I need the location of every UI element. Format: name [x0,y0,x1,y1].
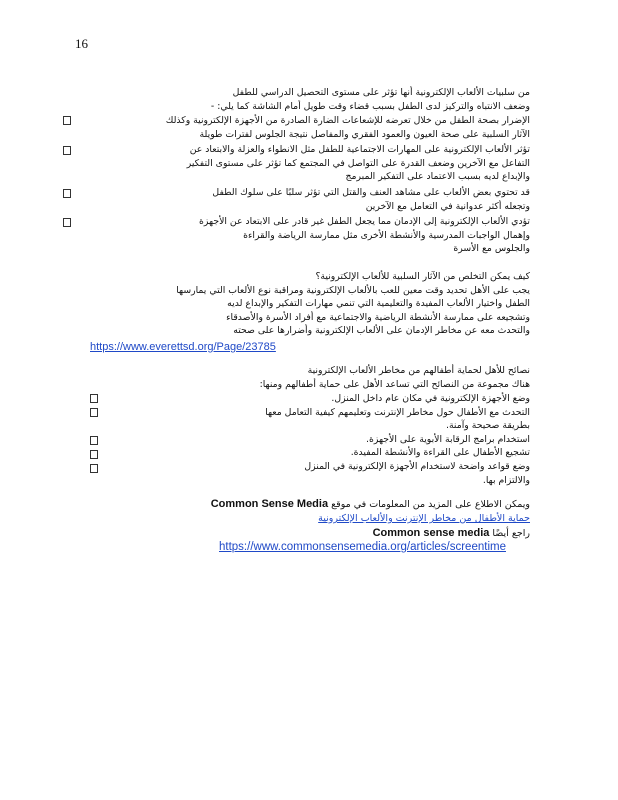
paragraph-line: هناك مجموعة من النصائح التي تساعد الأهل على حماية أطفالهم ومنها: [259,378,530,390]
reference-line [80,512,530,526]
list-item-line: التفاعل مع الآخرين وضعف القدرة على التواصل في المجتمع كما تؤثر على مستوى التفكير [186,157,530,169]
bullet-marker [90,436,98,445]
bullet-marker [90,408,98,417]
list-item-line: التحدث مع الأطفال حول مخاطر الإنترنت وتعليمهم كيفية التعامل معها [265,406,530,418]
list-item-line: والجلوس مع الأسرة [453,243,530,255]
reference-text: راجع أيضًا [492,528,530,539]
list-item-line: والإبداع لديه بسبب الاعتماد على التفكير المبرمج [345,171,530,183]
list-item [50,114,530,143]
paragraph-line: والتحدث معه عن مخاطر الإدمان على الألعاب الإلكترونية وأضرارها على صحته [233,325,530,337]
list-item [80,446,530,460]
intro-line: وضعف الانتباه والتركيز لدى الطفل بسبب قضاء وقت طويل أمام الشاشة كما يلي: - [210,100,530,112]
bullet-marker [63,218,71,227]
common-sense-media-label: Common Sense Media [210,498,329,510]
references-block [80,497,530,541]
reference-link[interactable] [90,340,276,353]
section-remedies [40,270,530,338]
list-item [80,392,530,406]
section-heading: كيف يمكن التخلص من الآثار السلبية للألعاب الإلكترونية؟ [315,271,530,282]
list-item-line: تشجيع الأطفال على القراءة والأنشطة المفيدة. [350,447,530,459]
list-item-line: الإضرار بصحة الطفل من خلال تعرضه للإشعاعات الضارة الصادرة من الأجهزة الإلكترونية وكذلك [165,115,530,126]
list-item-line: تؤدي الألعاب الإلكترونية إلى الإدمان مما يجعل الطفل غير قادر على الابتعاد عن الأجهزة [199,216,530,228]
paragraph-line: الطفل واختيار الألعاب المفيدة والتعليمية التي تنمي مهارات التفكير والإبداع لديه [227,298,530,310]
intro-line: من سلبيات الألعاب الإلكترونية أنها تؤثر على مستوى التحصيل الدراسي للطفل [232,87,530,98]
bullet-marker [90,464,98,473]
paragraph-line: يجب على الأهل تحديد وقت معين للعب بالألعاب الإلكترونية ومراقبة نوع الألعاب التي يمارسها [176,284,530,296]
list-item [80,460,530,487]
list-item [50,186,530,215]
list-item [50,215,530,256]
page-number: 16 [75,36,88,51]
list-item-line: وضع الأجهزة الإلكترونية في مكان عام داخل المنزل. [331,393,530,404]
list-item-line: استخدام برامج الرقابة الأبوية على الأجهزة. [366,433,530,445]
bullet-marker [63,116,71,125]
list-item-line: والالتزام بها. [482,474,530,486]
bullet-list-tips [80,392,530,487]
section-heading: نصائح للأهل لحماية أطفالهم من مخاطر الألعاب الإلكترونية [307,365,530,376]
reference-url[interactable] [219,539,506,553]
list-item-line: وتجعله أكثر عدوانية في التعامل مع الآخرين [365,200,530,212]
list-item-line: وضع قواعد واضحة لاستخدام الأجهزة الإلكترونية في المنزل [304,460,530,472]
reference-line [80,497,530,512]
reference-arabic-link[interactable]: حماية الأطفال من مخاطر الإنترنت والألعاب الإلكترونية [318,513,530,524]
list-item [80,433,530,447]
paragraph-line: وتشجيعه على ممارسة الأنشطة الرياضية والاجتماعية مع أفراد الأسرة والأصدقاء [226,311,530,323]
list-item-line: تؤثر الألعاب الإلكترونية على المهارات الاجتماعية للطفل مثل الانطواء والعزلة والابتعاد عن [189,144,530,156]
bullet-marker [90,450,98,459]
list-item-line: بطريقة صحيحة وآمنة. [445,420,530,432]
common-sense-media-label: Common sense media [372,527,490,539]
intro-paragraph [60,86,530,113]
bullet-list-drawbacks [50,114,530,256]
list-item-line: الآثار السلبية على صحة العيون والعمود الفقري والمفاصل نتيجة الجلوس لفترات طويلة [199,128,530,140]
section-tips [70,364,530,391]
list-item [50,143,530,186]
list-item-line: قد تحتوي بعض الألعاب على مشاهد العنف والقتل التي تؤثر سلبًا على سلوك الطفل [212,186,530,198]
everettsd-link[interactable]: https://www.everettsd.org/Page/23785 [90,341,276,353]
commonsensemedia-link[interactable]: https://www.commonsensemedia.org/articles/screentime [219,541,506,553]
reference-text: ويمكن الاطلاع على المزيد من المعلومات في موقع [331,499,530,510]
list-item [80,406,530,433]
bullet-marker [63,146,71,155]
bullet-marker [63,189,71,198]
list-item-line: وإهمال الواجبات المدرسية والأنشطة الأخرى مثل ممارسة الرياضة والقراءة [243,229,530,241]
bullet-marker [90,394,98,403]
